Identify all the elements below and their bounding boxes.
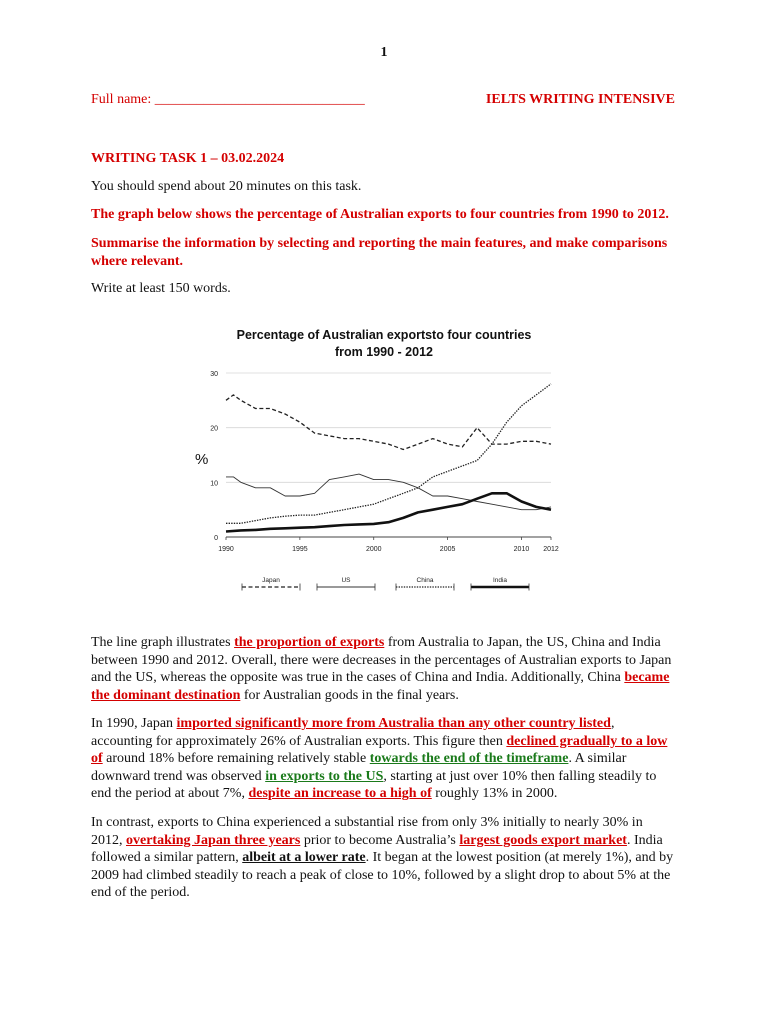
legend-label-japan: Japan	[262, 577, 280, 584]
x-tick-label: 2005	[439, 546, 456, 553]
word-count-note: Write at least 150 words.	[91, 281, 231, 296]
highlight-dominant-destination: became the dominant destination	[91, 670, 670, 703]
highlight-lower-rate: albeit at a lower rate	[242, 850, 366, 866]
chart-title-line1: Percentage of Australian exportsto four countries	[236, 328, 532, 342]
full-name-field: Full name: ______________________________	[91, 92, 365, 107]
highlight-declined-gradually: declined gradually to a low of	[91, 733, 668, 767]
line-chart	[186, 314, 582, 616]
legend-label-china: China	[416, 577, 434, 584]
highlight-proportion-of-exports: the proportion of exports	[234, 635, 385, 650]
x-tick-label: 2010	[513, 546, 530, 553]
page-number: 1	[380, 45, 388, 60]
x-tick-label: 1990	[218, 546, 234, 553]
essay-paragraph-2: In 1990, Japan imported significantly more from Australia than any other country listed, accounting for approximately 26% of Australian exports. This figure then declined gradually to a low of around 18% before remaining relatively stable towards the end of the timeframe. A similar downward trend was observed in exports to the US, starting at just over 10% then falling steadily to end the period at about 7%, despite an increase to a high of roughly 13% in 2000.	[91, 716, 668, 802]
highlight-largest-market: largest goods export market	[459, 832, 627, 848]
x-tick-label: 2012	[543, 546, 559, 553]
essay-paragraph-1: The line graph illustrates the proportion of exports from Australia to Japan, the US, China and India between 1990 and 2012. Overall, there were decreases in the percentages of Australian exports to Japan and the US, whereas the opposite was true in the cases of China and India. Additionally, China became the dominant destination for Australian goods in the final years.	[91, 635, 672, 703]
highlight-exports-to-us: in exports to the US	[265, 768, 384, 784]
chart-title-line2: from 1990 - 2012	[335, 345, 433, 359]
highlight-imported-more: imported significantly more from Australia than any other country listed	[176, 716, 611, 731]
y-tick-label: 30	[210, 371, 218, 378]
x-tick-label: 1995	[292, 546, 308, 553]
x-tick-label: 2000	[365, 546, 382, 553]
task-instruction: Summarise the information by selecting and reporting the main features, and make comparisons where relevant.	[91, 236, 668, 269]
y-tick-label: 0	[214, 535, 218, 542]
task-prompt: The graph below shows the percentage of Australian exports to four countries from 1990 to 2012.	[91, 207, 669, 222]
highlight-end-of-timeframe: towards the end of the timeframe	[369, 751, 569, 767]
legend-label-us: US	[341, 577, 351, 584]
legend-label-india: India	[492, 577, 508, 584]
time-note: You should spend about 20 minutes on this task.	[91, 179, 362, 194]
y-tick-label: 20	[210, 425, 218, 433]
highlight-overtaking-japan: overtaking Japan three years	[126, 832, 301, 848]
y-axis-label: %	[195, 451, 209, 468]
highlight-despite-increase: despite an increase to a high of	[248, 786, 432, 802]
essay-paragraph-3: In contrast, exports to China experienced a substantial rise from only 3% initially to nearly 30% in 2012, overtaking Japan three years prior to become Australia’s largest goods export market. India followed a similar pattern, albeit at a lower rate. It began at the lowest position (at merely 1%), and by 2009 had climbed steadily to reach a peak of close to 10%, followed by a slight drop to about 5% at the end of the period.	[91, 815, 674, 901]
course-title: IELTS WRITING INTENSIVE	[485, 92, 675, 107]
y-tick-label: 10	[210, 480, 218, 488]
task-title: WRITING TASK 1 – 03.02.2024	[91, 151, 285, 166]
